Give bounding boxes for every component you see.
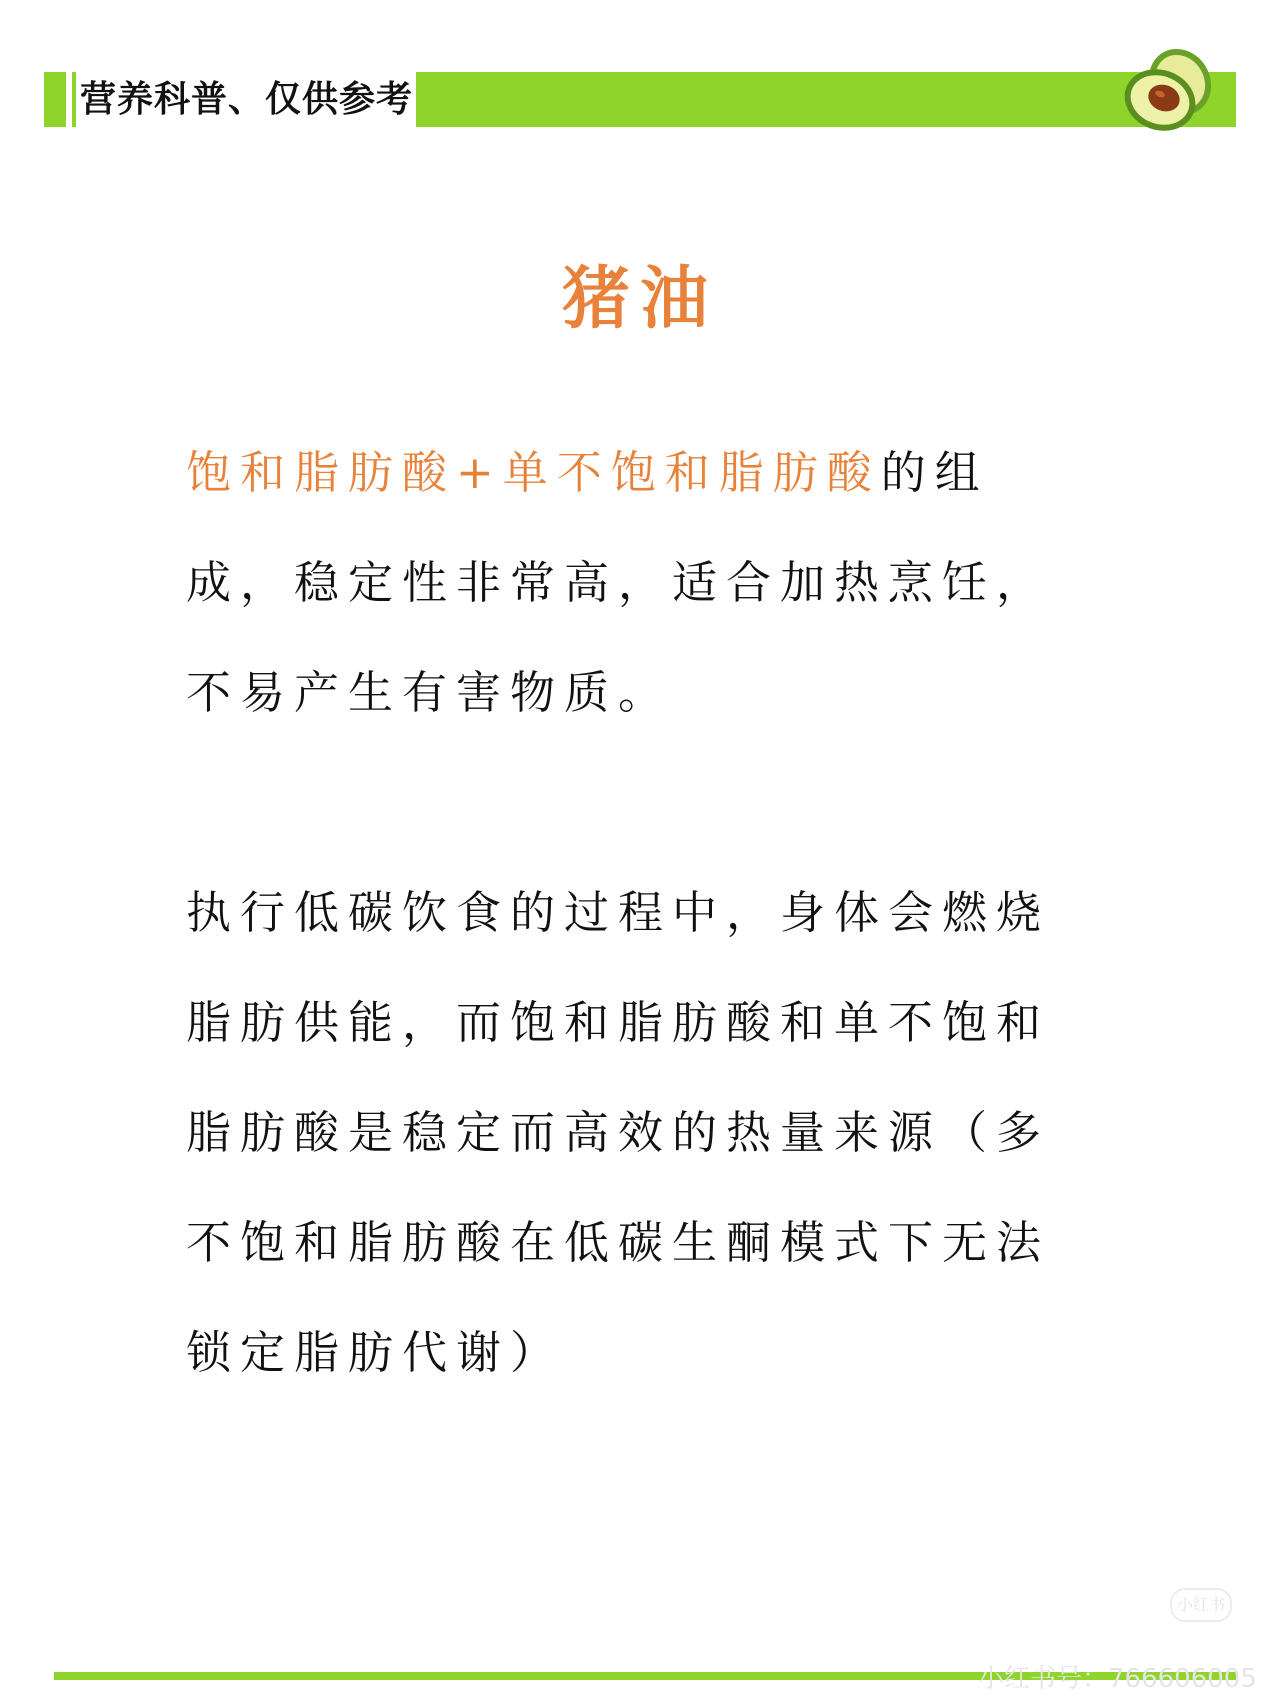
paragraph-2: 执行低碳饮食的过程中，身体会燃烧脂肪供能，而饱和脂肪酸和单不饱和脂肪酸是稳定而高效的热量来源（多不饱和脂肪酸在低碳生酮模式下无法锁定脂肪代谢） — [186, 886, 1051, 1379]
page-title: 猪油 — [561, 260, 718, 339]
avocado-icon — [1106, 42, 1226, 140]
header-accent-line — [72, 72, 76, 127]
header-accent-block — [44, 72, 66, 127]
highlight-text: 饱和脂肪酸+单不饱和脂肪酸 — [186, 446, 881, 499]
watermark-text: 小红书号：766606005 — [978, 1664, 1257, 1694]
paragraph-1-text: 的组成，稳定性非常高，适合加热烹饪，不易产生有害物质。 — [186, 446, 1051, 719]
paragraph-1 — [186, 418, 1086, 748]
article-body — [186, 418, 1086, 1408]
header-title: 营养科普、仅供参考 — [80, 79, 414, 120]
watermark-logo: 小红书 — [1170, 1588, 1232, 1622]
header-bar — [44, 72, 1236, 127]
